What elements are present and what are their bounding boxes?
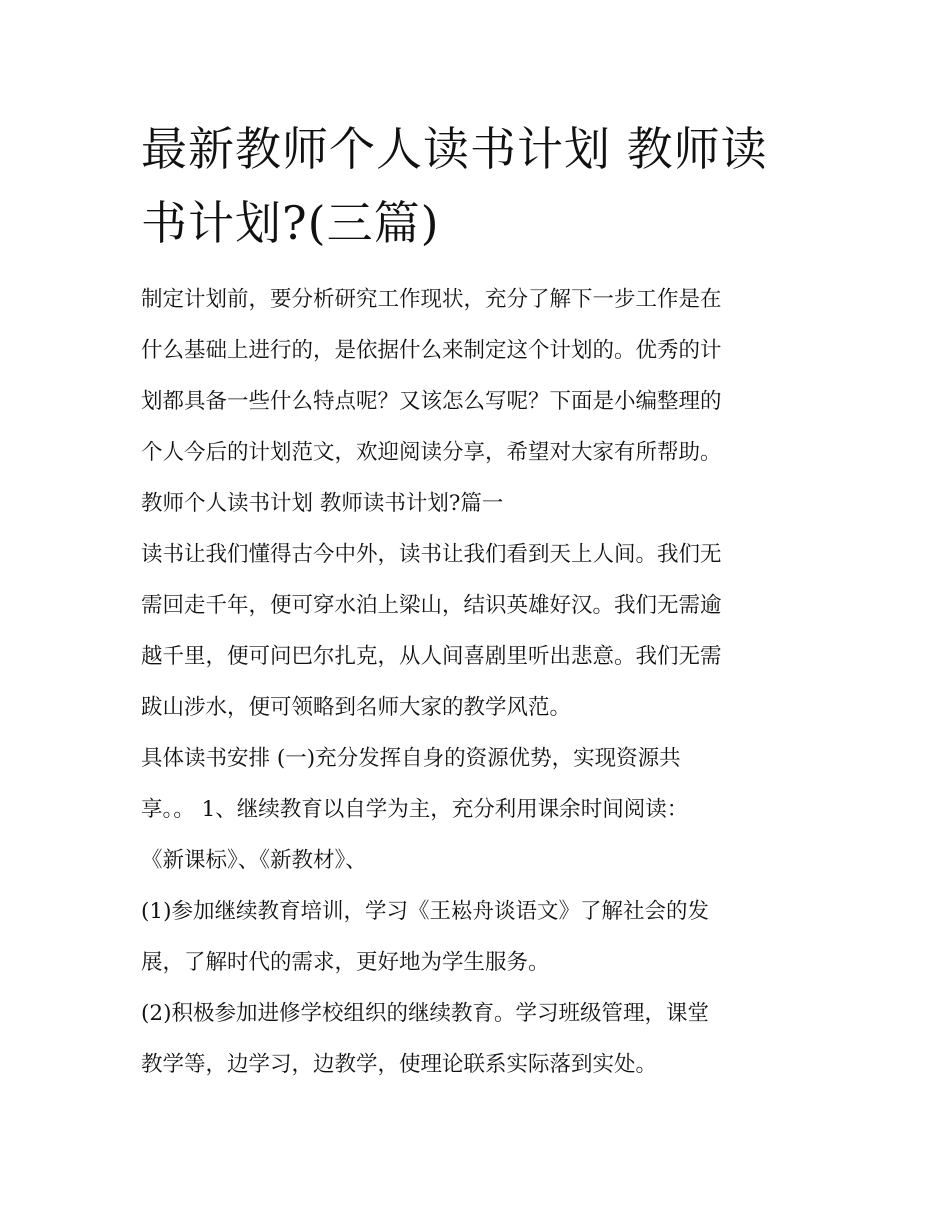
text-line: (2)积极参加进修学校组织的继续教育。学习班级管理，课堂 (141, 1001, 709, 1026)
section-heading (141, 478, 813, 529)
text-line: 个人今后的计划范文，欢迎阅读分享，希望对大家有所帮助。 (141, 440, 722, 465)
text-line: 划都具备一些什么特点呢？又该怎么写呢？下面是小编整理的 (141, 389, 722, 414)
text-line: 跋山涉水，便可领略到名师大家的教学风范。 (141, 695, 572, 720)
text-line: 展，了解时代的需求，更好地为学生服务。 (141, 950, 550, 975)
body-paragraph (141, 529, 813, 733)
body-paragraph (141, 886, 813, 988)
title-line: 最新教师个人读书计划 教师读 (141, 122, 768, 176)
document-title (141, 112, 813, 260)
text-line: 享。。 1、继续教育以自学为主，充分利用课余时间阅读： (141, 797, 689, 822)
body-paragraph (141, 988, 813, 1090)
document-page (141, 112, 813, 1090)
text-line: 教师个人读书计划 教师读书计划?篇一 (141, 491, 504, 516)
title-line: 书计划?(三篇) (141, 196, 440, 250)
text-line: (1)参加继续教育培训，学习《王崧舟谈语文》了解社会的发 (141, 899, 709, 924)
text-line: 具体读书安排 (一)充分发挥自身的资源优势，实现资源共 (141, 746, 681, 771)
body-paragraph (141, 733, 813, 886)
intro-paragraph (141, 274, 813, 478)
text-line: 读书让我们懂得古今中外，读书让我们看到天上人间。我们无 (141, 542, 722, 567)
text-line: 什么基础上进行的，是依据什么来制定这个计划的。优秀的计 (141, 338, 722, 363)
text-line: 制定计划前，要分析研究工作现状，充分了解下一步工作是在 (141, 287, 722, 312)
text-line: 《新课标》、《新教材》、 (141, 848, 367, 873)
text-line: 需回走千年，便可穿水泊上梁山，结识英雄好汉。我们无需逾 (141, 593, 722, 618)
text-line: 越千里，便可问巴尔扎克，从人间喜剧里听出悲意。我们无需 (141, 644, 722, 669)
text-line: 教学等，边学习，边教学，使理论联系实际落到实处。 (141, 1052, 658, 1077)
